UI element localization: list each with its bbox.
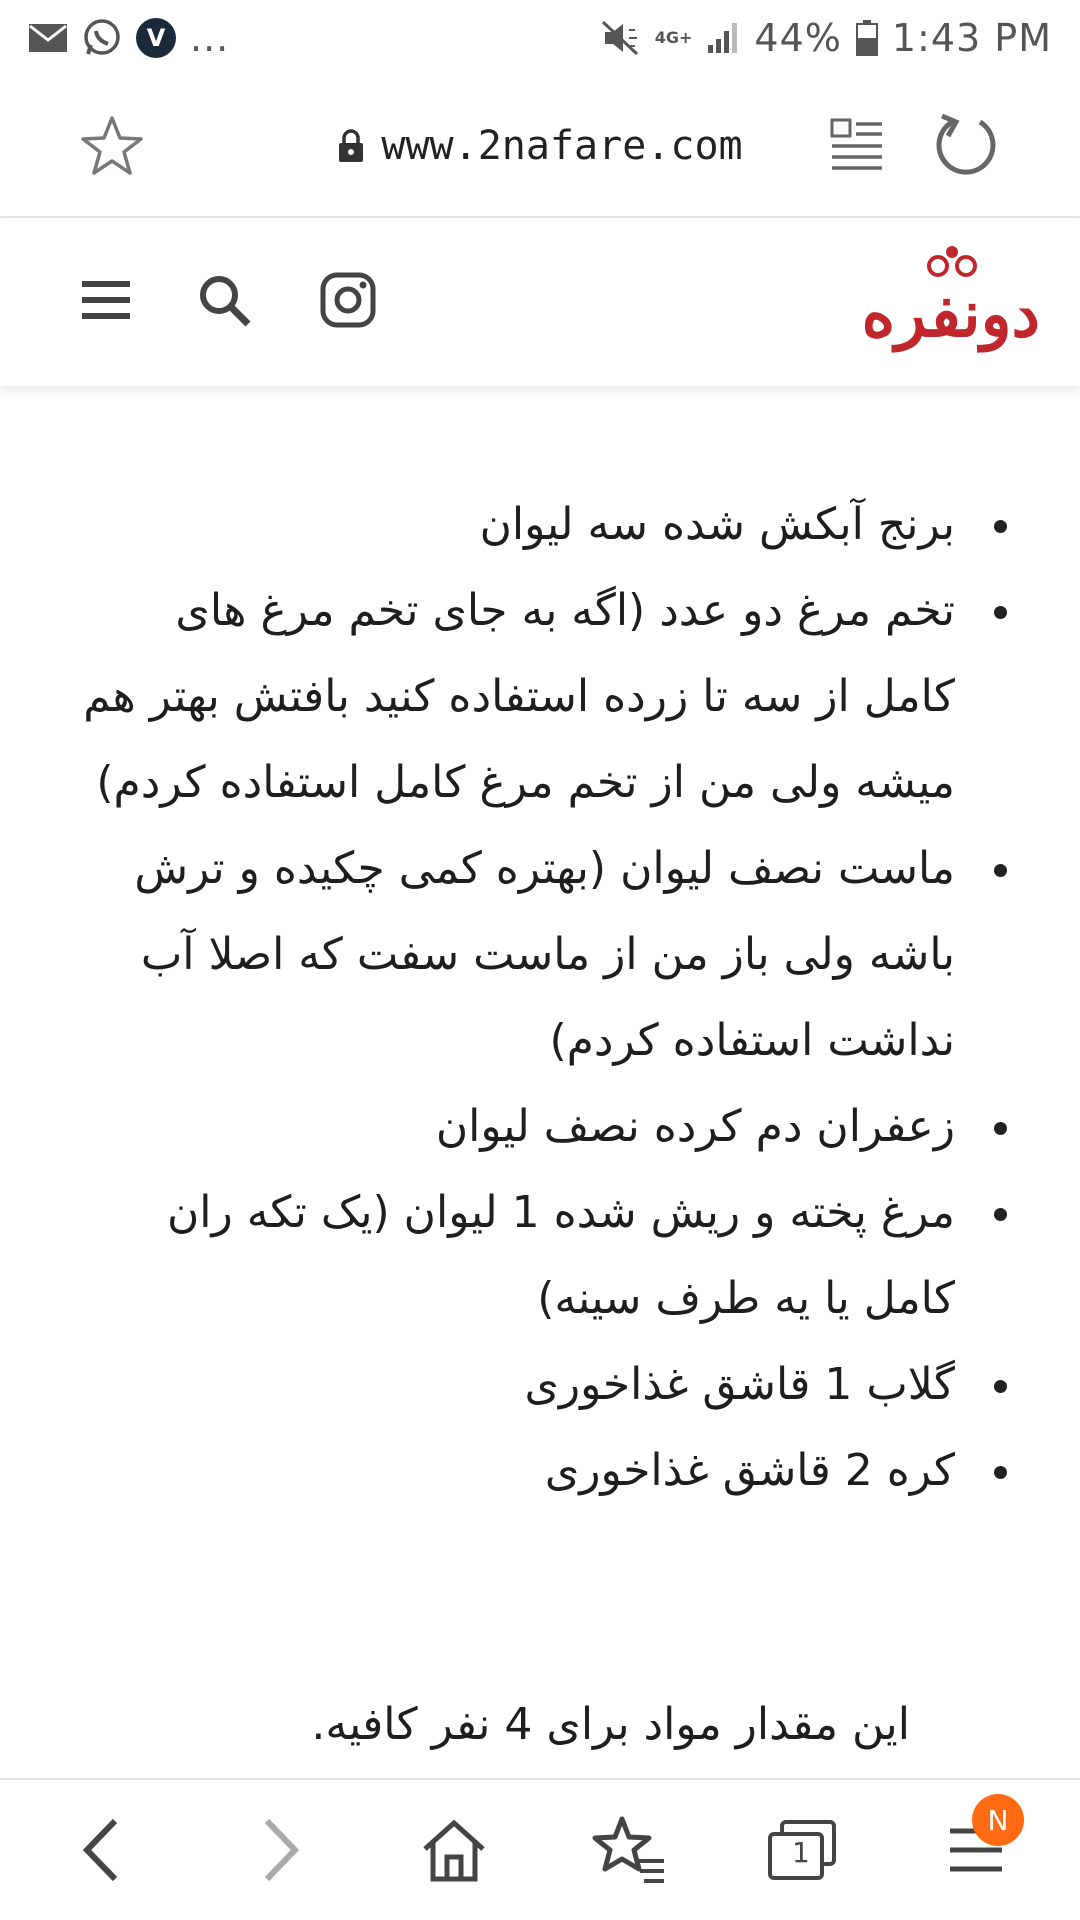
list-item: کره 2 قاشق غذاخوری bbox=[75, 1428, 955, 1514]
list-item: مرغ پخته و ریش شده 1 لیوان (یک تکه ران کامل یا یه طرف سینه) bbox=[75, 1170, 955, 1342]
mail-icon bbox=[28, 22, 68, 54]
reader-mode-icon[interactable] bbox=[828, 116, 886, 174]
home-icon bbox=[419, 1815, 489, 1885]
serving-note: این مقدار مواد برای 4 نفر کافیه. bbox=[311, 1699, 910, 1750]
browser-bottom-nav bbox=[0, 1778, 1080, 1920]
url-text[interactable]: www.2nafare.com bbox=[381, 123, 743, 169]
forward-arrow-icon bbox=[255, 1815, 305, 1885]
bookmarks-button[interactable] bbox=[590, 1810, 670, 1890]
back-arrow-icon bbox=[77, 1815, 127, 1885]
search-icon[interactable] bbox=[194, 270, 254, 330]
status-bar bbox=[0, 0, 1080, 76]
status-bar-notifications bbox=[28, 16, 229, 60]
whatsapp-icon bbox=[82, 18, 122, 58]
tabs-button[interactable] bbox=[762, 1810, 842, 1890]
network-type: 4G+ bbox=[654, 28, 693, 47]
list-item: زعفران دم کرده نصف لیوان bbox=[75, 1084, 955, 1170]
lock-icon bbox=[337, 129, 365, 163]
bookmarks-star-list-icon bbox=[592, 1815, 668, 1885]
battery-percent: 44% bbox=[754, 16, 842, 60]
bookmark-star-icon[interactable] bbox=[80, 114, 144, 178]
back-button[interactable] bbox=[62, 1810, 142, 1890]
notification-badge: N bbox=[972, 1794, 1024, 1846]
logo-text: دونفره bbox=[861, 277, 1040, 352]
site-header bbox=[0, 218, 1080, 386]
list-item: ماست نصف لیوان (بهتره کمی چکیده و ترش باشه ولی باز من از ماست سفت که اصلا آب نداشت استفاده کردم) bbox=[75, 826, 955, 1084]
list-item: برنج آبکش شده سه لیوان bbox=[75, 482, 955, 568]
browser-url-bar bbox=[0, 76, 1080, 218]
signal-icon bbox=[706, 21, 740, 55]
mute-icon bbox=[601, 18, 641, 58]
vpn-icon: V bbox=[136, 18, 176, 58]
forward-button[interactable] bbox=[240, 1810, 320, 1890]
tabs-count: 1 bbox=[792, 1836, 810, 1869]
instagram-icon[interactable] bbox=[318, 270, 378, 330]
status-bar-system bbox=[601, 16, 1052, 60]
menu-button[interactable] bbox=[936, 1803, 1016, 1890]
ingredients-list bbox=[75, 482, 955, 1514]
hamburger-menu-icon[interactable] bbox=[76, 270, 136, 330]
clock: 1:43 PM bbox=[891, 16, 1052, 60]
list-item: تخم مرغ دو عدد (اگه به جای تخم مرغ های کامل از سه تا زرده استفاده کنید بافتش بهتر هم میشه ولی من از تخم مرغ کامل استفاده کردم) bbox=[75, 568, 955, 826]
site-logo[interactable] bbox=[820, 240, 1040, 360]
home-button[interactable] bbox=[414, 1810, 494, 1890]
more-notifications: ... bbox=[190, 16, 230, 60]
reload-icon[interactable] bbox=[930, 110, 1000, 180]
battery-icon bbox=[856, 20, 878, 56]
list-item: گلاب 1 قاشق غذاخوری bbox=[75, 1342, 955, 1428]
